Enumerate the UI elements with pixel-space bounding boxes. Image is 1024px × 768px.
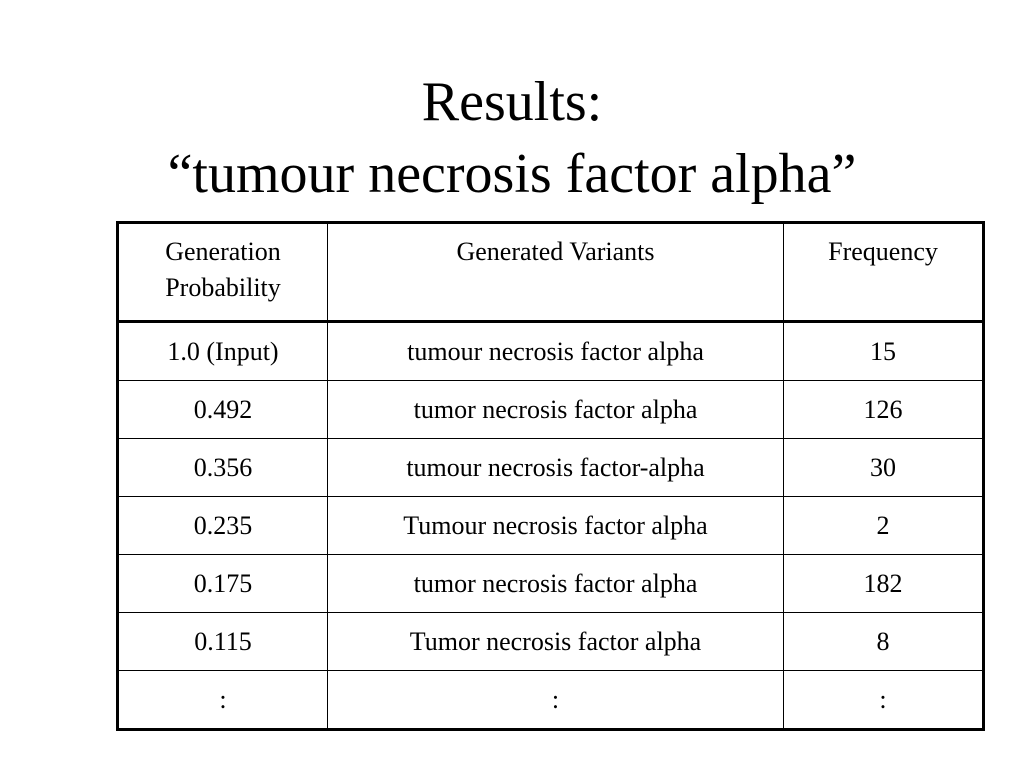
table-row <box>118 671 984 730</box>
variant-cell: Tumour necrosis factor alpha <box>328 497 784 555</box>
probability-cell: : <box>118 671 328 730</box>
variant-cell: : <box>328 671 784 730</box>
probability-cell: 0.235 <box>118 497 328 555</box>
frequency-cell: 8 <box>784 613 984 671</box>
frequency-cell: 182 <box>784 555 984 613</box>
table-row <box>118 497 984 555</box>
table-row <box>118 555 984 613</box>
variant-cell: tumor necrosis factor alpha <box>328 555 784 613</box>
slide-title-line1: Results: <box>421 71 603 133</box>
table-row <box>118 381 984 439</box>
slide-title-line2: “tumour necrosis factor alpha” <box>167 143 857 205</box>
header-generated-variants: Generated Variants <box>328 223 784 322</box>
probability-cell: 0.175 <box>118 555 328 613</box>
frequency-cell: : <box>784 671 984 730</box>
probability-cell: 0.356 <box>118 439 328 497</box>
probability-cell: 0.115 <box>118 613 328 671</box>
variant-cell: tumour necrosis factor alpha <box>328 322 784 381</box>
frequency-cell: 126 <box>784 381 984 439</box>
header-generation-probability: Generation Probability <box>118 223 328 322</box>
table-row <box>118 613 984 671</box>
probability-cell: 1.0 (Input) <box>118 322 328 381</box>
frequency-cell: 30 <box>784 439 984 497</box>
frequency-cell: 2 <box>784 497 984 555</box>
slide-title <box>0 66 1024 210</box>
frequency-cell: 15 <box>784 322 984 381</box>
header-frequency: Frequency <box>784 223 984 322</box>
variant-cell: tumour necrosis factor-alpha <box>328 439 784 497</box>
table-row <box>118 322 984 381</box>
variant-cell: Tumor necrosis factor alpha <box>328 613 784 671</box>
results-table <box>116 221 985 731</box>
probability-cell: 0.492 <box>118 381 328 439</box>
table-header-row <box>118 223 984 322</box>
variant-cell: tumor necrosis factor alpha <box>328 381 784 439</box>
table-row <box>118 439 984 497</box>
